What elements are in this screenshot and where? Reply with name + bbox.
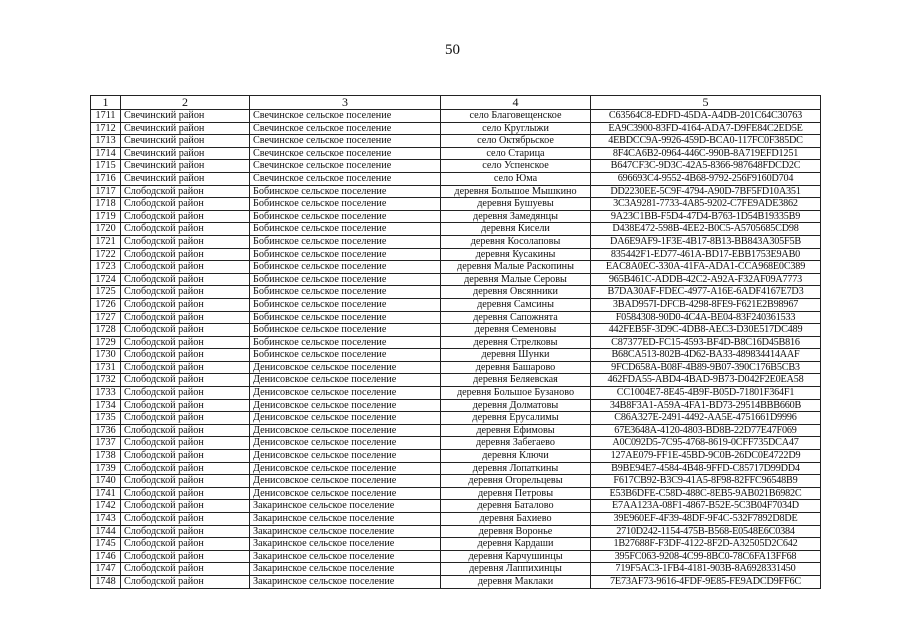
village-cell: деревня Ключи	[441, 450, 591, 463]
district-cell: Слободской район	[121, 298, 250, 311]
village-cell: деревня Овсянники	[441, 286, 591, 299]
table-row	[91, 198, 821, 211]
table-row	[91, 387, 821, 400]
settlement-cell: Закаринское сельское поселение	[250, 550, 441, 563]
table-row	[91, 412, 821, 425]
guid-cell: 965B461C-ADDB-42C2-A92A-F32AF09A7773	[591, 273, 821, 286]
row-number-cell: 1724	[91, 273, 121, 286]
table-row	[91, 399, 821, 412]
row-number-cell: 1729	[91, 336, 121, 349]
district-cell: Слободской район	[121, 500, 250, 513]
row-number-cell: 1716	[91, 172, 121, 185]
table-body	[91, 110, 821, 589]
table-row	[91, 273, 821, 286]
village-cell: деревня Сапожнята	[441, 311, 591, 324]
table-row	[91, 525, 821, 538]
column-header-4: 4	[441, 96, 591, 110]
row-number-cell: 1745	[91, 538, 121, 551]
table-row	[91, 122, 821, 135]
settlement-cell: Бобинское сельское поселение	[250, 261, 441, 274]
guid-cell: C86A327E-2491-4492-AA5E-4751661D9996	[591, 412, 821, 425]
table-row	[91, 286, 821, 299]
village-cell: деревня Малые Раскопины	[441, 261, 591, 274]
row-number-cell: 1743	[91, 513, 121, 526]
row-number-cell: 1738	[91, 450, 121, 463]
guid-cell: CC1004E7-8E45-4B9F-B05D-71801F364F1	[591, 387, 821, 400]
settlement-cell: Бобинское сельское поселение	[250, 273, 441, 286]
settlement-cell: Бобинское сельское поселение	[250, 349, 441, 362]
settlement-cell: Денисовское сельское поселение	[250, 475, 441, 488]
settlement-cell: Свечинское сельское поселение	[250, 122, 441, 135]
row-number-cell: 1711	[91, 110, 121, 123]
column-header-1: 1	[91, 96, 121, 110]
district-cell: Свечинский район	[121, 172, 250, 185]
district-cell: Слободской район	[121, 550, 250, 563]
settlement-cell: Денисовское сельское поселение	[250, 361, 441, 374]
district-cell: Слободской район	[121, 198, 250, 211]
guid-cell: C87377ED-FC15-4593-BF4D-B8C16D45B816	[591, 336, 821, 349]
row-number-cell: 1740	[91, 475, 121, 488]
village-cell: деревня Беляевская	[441, 374, 591, 387]
guid-cell: DD2230EE-5C9F-4794-A90D-7BF5FD10A351	[591, 185, 821, 198]
row-number-cell: 1747	[91, 563, 121, 576]
district-cell: Свечинский район	[121, 122, 250, 135]
row-number-cell: 1725	[91, 286, 121, 299]
guid-cell: 719F5AC3-1FB4-4181-903B-8A6928331450	[591, 563, 821, 576]
district-cell: Слободской район	[121, 475, 250, 488]
guid-cell: C63564C8-EDFD-45DA-A4DB-201C64C30763	[591, 110, 821, 123]
table-row	[91, 336, 821, 349]
table-row	[91, 110, 821, 123]
table-row	[91, 437, 821, 450]
row-number-cell: 1748	[91, 575, 121, 588]
village-cell: деревня Карчушинцы	[441, 550, 591, 563]
row-number-cell: 1734	[91, 399, 121, 412]
guid-cell: EA9C3900-83FD-4164-ADA7-D9FE84C2ED5E	[591, 122, 821, 135]
row-number-cell: 1741	[91, 487, 121, 500]
guid-cell: 9A23C1BB-F5D4-47D4-B763-1D54B19335B9	[591, 210, 821, 223]
guid-cell: F0584308-90D0-4C4A-BE04-83F240361533	[591, 311, 821, 324]
guid-cell: 127AE079-FF1E-45BD-9C0B-26DC0E4722D9	[591, 450, 821, 463]
guid-cell: 9FCD658A-B08F-4B89-9B07-390C176B5CB3	[591, 361, 821, 374]
settlement-cell: Свечинское сельское поселение	[250, 135, 441, 148]
village-cell: деревня Косолаповы	[441, 235, 591, 248]
table-row	[91, 223, 821, 236]
village-cell: деревня Маклаки	[441, 575, 591, 588]
village-cell: деревня Кисели	[441, 223, 591, 236]
row-number-cell: 1731	[91, 361, 121, 374]
village-cell: деревня Ерусалимы	[441, 412, 591, 425]
table-row	[91, 575, 821, 588]
village-cell: село Благовещенское	[441, 110, 591, 123]
district-cell: Свечинский район	[121, 147, 250, 160]
table-row	[91, 475, 821, 488]
settlement-cell: Закаринское сельское поселение	[250, 575, 441, 588]
district-cell: Слободской район	[121, 387, 250, 400]
settlement-cell: Закаринское сельское поселение	[250, 538, 441, 551]
table-row	[91, 513, 821, 526]
guid-cell: 4EBDCC9A-9926-459D-BCA0-117FC0F385DC	[591, 135, 821, 148]
district-cell: Слободской район	[121, 513, 250, 526]
table-row	[91, 538, 821, 551]
settlement-cell: Денисовское сельское поселение	[250, 462, 441, 475]
village-cell: деревня Большое Бузаново	[441, 387, 591, 400]
guid-cell: F617CB92-B3C9-41A5-8F98-82FFC96548B9	[591, 475, 821, 488]
settlement-cell: Денисовское сельское поселение	[250, 412, 441, 425]
settlement-cell: Денисовское сельское поселение	[250, 399, 441, 412]
guid-cell: E7AA123A-08F1-4867-B52E-5C3B04F7034D	[591, 500, 821, 513]
table-row	[91, 563, 821, 576]
row-number-cell: 1721	[91, 235, 121, 248]
district-cell: Слободской район	[121, 450, 250, 463]
village-cell: деревня Бушуевы	[441, 198, 591, 211]
page-number: 50	[445, 42, 460, 58]
guid-cell: 462FDA55-ABD4-4BAD-9B73-D042F2E0EA58	[591, 374, 821, 387]
village-cell: деревня Кардаши	[441, 538, 591, 551]
settlement-cell: Денисовское сельское поселение	[250, 437, 441, 450]
village-cell: деревня Ефимовы	[441, 424, 591, 437]
table-row	[91, 135, 821, 148]
district-cell: Слободской район	[121, 487, 250, 500]
district-cell: Слободской район	[121, 399, 250, 412]
table-row	[91, 324, 821, 337]
row-number-cell: 1720	[91, 223, 121, 236]
district-cell: Слободской район	[121, 563, 250, 576]
district-cell: Слободской район	[121, 374, 250, 387]
village-cell: деревня Малые Серовы	[441, 273, 591, 286]
row-number-cell: 1712	[91, 122, 121, 135]
row-number-cell: 1736	[91, 424, 121, 437]
table-row	[91, 500, 821, 513]
village-cell: деревня Стрелковы	[441, 336, 591, 349]
district-cell: Слободской район	[121, 248, 250, 261]
settlement-cell: Свечинское сельское поселение	[250, 160, 441, 173]
guid-cell: 442FEB5F-3D9C-4DB8-AEC3-D30E517DC489	[591, 324, 821, 337]
village-cell: село Круглыжи	[441, 122, 591, 135]
district-cell: Слободской район	[121, 311, 250, 324]
guid-cell: 395FC063-9208-4C99-8BC0-78C6FA13FF68	[591, 550, 821, 563]
row-number-cell: 1714	[91, 147, 121, 160]
district-cell: Слободской район	[121, 210, 250, 223]
settlement-cell: Бобинское сельское поселение	[250, 198, 441, 211]
row-number-cell: 1719	[91, 210, 121, 223]
district-cell: Свечинский район	[121, 135, 250, 148]
guid-cell: 696693C4-9552-4B68-9792-256F9160D704	[591, 172, 821, 185]
village-cell: село Успенское	[441, 160, 591, 173]
district-cell: Слободской район	[121, 437, 250, 450]
row-number-cell: 1727	[91, 311, 121, 324]
guid-cell: DA6E9AF9-1F3E-4B17-8B13-BB843A305F5B	[591, 235, 821, 248]
table-row	[91, 550, 821, 563]
settlement-cell: Бобинское сельское поселение	[250, 286, 441, 299]
village-cell: село Старица	[441, 147, 591, 160]
district-cell: Слободской район	[121, 412, 250, 425]
row-number-cell: 1713	[91, 135, 121, 148]
settlement-cell: Денисовское сельское поселение	[250, 487, 441, 500]
settlement-cell: Денисовское сельское поселение	[250, 424, 441, 437]
settlement-cell: Бобинское сельское поселение	[250, 324, 441, 337]
village-cell: деревня Вороньe	[441, 525, 591, 538]
settlement-cell: Бобинское сельское поселение	[250, 336, 441, 349]
district-cell: Слободской район	[121, 349, 250, 362]
table-row	[91, 210, 821, 223]
table-row	[91, 311, 821, 324]
settlement-cell: Закаринское сельское поселение	[250, 525, 441, 538]
village-cell: деревня Самсины	[441, 298, 591, 311]
district-cell: Слободской район	[121, 525, 250, 538]
guid-cell: 34B8F3A1-A59A-4FA1-BD73-29514BBB660B	[591, 399, 821, 412]
guid-cell: B68CA513-802B-4D62-BA33-489834414AAF	[591, 349, 821, 362]
row-number-cell: 1732	[91, 374, 121, 387]
row-number-cell: 1737	[91, 437, 121, 450]
settlement-cell: Бобинское сельское поселение	[250, 223, 441, 236]
row-number-cell: 1723	[91, 261, 121, 274]
guid-cell: B9BE94E7-4584-4B48-9FFD-C85717D99DD4	[591, 462, 821, 475]
row-number-cell: 1718	[91, 198, 121, 211]
district-cell: Слободской район	[121, 575, 250, 588]
row-number-cell: 1730	[91, 349, 121, 362]
guid-cell: 39E960EF-4F39-48DF-9F4C-532F7892D8DE	[591, 513, 821, 526]
row-number-cell: 1744	[91, 525, 121, 538]
row-number-cell: 1742	[91, 500, 121, 513]
district-cell: Слободской район	[121, 361, 250, 374]
district-cell: Слободской район	[121, 462, 250, 475]
table-row	[91, 172, 821, 185]
district-cell: Свечинский район	[121, 160, 250, 173]
settlement-cell: Денисовское сельское поселение	[250, 387, 441, 400]
village-cell: деревня Большое Мышкино	[441, 185, 591, 198]
table-row	[91, 147, 821, 160]
district-cell: Слободской район	[121, 223, 250, 236]
header-row	[91, 96, 821, 110]
guid-cell: D438E472-598B-4EE2-B0C5-A5705685CD98	[591, 223, 821, 236]
village-cell: деревня Петровы	[441, 487, 591, 500]
guid-cell: 3BAD957I-DFCB-4298-8FE9-F621E2B98967	[591, 298, 821, 311]
village-cell: деревня Шунки	[441, 349, 591, 362]
table-row	[91, 235, 821, 248]
row-number-cell: 1722	[91, 248, 121, 261]
guid-cell: B7DA30AF-FDEC-4977-A16E-6ADF4167E7D3	[591, 286, 821, 299]
guid-cell: E53B6DFE-C58D-488C-8EB5-9AB021B6982C	[591, 487, 821, 500]
table-header	[91, 96, 821, 110]
guid-cell: 8F4CA6B2-0964-446C-990B-8A719EFD1251	[591, 147, 821, 160]
guid-cell: A0C092D5-7C95-4768-8619-0CFF735DCA47	[591, 437, 821, 450]
settlement-cell: Закаринское сельское поселение	[250, 500, 441, 513]
table-row	[91, 361, 821, 374]
district-cell: Слободской район	[121, 185, 250, 198]
guid-cell: 1B27688F-F3DF-4122-8F2D-A32505D2C642	[591, 538, 821, 551]
village-cell: деревня Лопаткины	[441, 462, 591, 475]
row-number-cell: 1715	[91, 160, 121, 173]
settlement-cell: Свечинское сельское поселение	[250, 172, 441, 185]
table-row	[91, 248, 821, 261]
guid-cell: 835442F1-ED77-461A-BD17-EBB1753E9AB0	[591, 248, 821, 261]
settlement-cell: Закаринское сельское поселение	[250, 563, 441, 576]
village-cell: деревня Баталово	[441, 500, 591, 513]
table-row	[91, 349, 821, 362]
table-row	[91, 462, 821, 475]
table-row	[91, 450, 821, 463]
district-cell: Свечинский район	[121, 110, 250, 123]
village-cell: село Октябрьское	[441, 135, 591, 148]
settlement-cell: Бобинское сельское поселение	[250, 311, 441, 324]
village-cell: деревня Лаппихинцы	[441, 563, 591, 576]
table-row	[91, 160, 821, 173]
row-number-cell: 1735	[91, 412, 121, 425]
district-cell: Слободской район	[121, 324, 250, 337]
registry-table	[90, 95, 821, 589]
village-cell: деревня Башарово	[441, 361, 591, 374]
settlement-cell: Денисовское сельское поселение	[250, 450, 441, 463]
village-cell: деревня Огорельцевы	[441, 475, 591, 488]
table-row	[91, 374, 821, 387]
settlement-cell: Денисовское сельское поселение	[250, 374, 441, 387]
village-cell: деревня Кусакины	[441, 248, 591, 261]
district-cell: Слободской район	[121, 273, 250, 286]
district-cell: Слободской район	[121, 286, 250, 299]
guid-cell: EAC8A0EC-330A-41FA-ADA1-CCA968E0C389	[591, 261, 821, 274]
village-cell: деревня Забегаево	[441, 437, 591, 450]
row-number-cell: 1728	[91, 324, 121, 337]
guid-cell: 3C3A9281-7733-4A85-9202-C7FE9ADE3862	[591, 198, 821, 211]
table-row	[91, 298, 821, 311]
district-cell: Слободской район	[121, 235, 250, 248]
settlement-cell: Бобинское сельское поселение	[250, 248, 441, 261]
table-row	[91, 487, 821, 500]
table-row	[91, 261, 821, 274]
guid-cell: 7E73AF73-9616-4FDF-9E85-FE9ADCD9FF6C	[591, 575, 821, 588]
settlement-cell: Бобинское сельское поселение	[250, 185, 441, 198]
settlement-cell: Закаринское сельское поселение	[250, 513, 441, 526]
settlement-cell: Свечинское сельское поселение	[250, 147, 441, 160]
row-number-cell: 1726	[91, 298, 121, 311]
village-cell: деревня Бахиево	[441, 513, 591, 526]
village-cell: село Юма	[441, 172, 591, 185]
district-cell: Слободской район	[121, 336, 250, 349]
district-cell: Слободской район	[121, 538, 250, 551]
village-cell: деревня Долматовы	[441, 399, 591, 412]
table-row	[91, 185, 821, 198]
settlement-cell: Свечинское сельское поселение	[250, 110, 441, 123]
table-row	[91, 424, 821, 437]
row-number-cell: 1733	[91, 387, 121, 400]
guid-cell: B647CF3C-9D3C-42A5-8366-987648FDCD2C	[591, 160, 821, 173]
village-cell: деревня Семеновы	[441, 324, 591, 337]
settlement-cell: Бобинское сельское поселение	[250, 210, 441, 223]
column-header-3: 3	[250, 96, 441, 110]
row-number-cell: 1746	[91, 550, 121, 563]
guid-cell: 2710D242-1154-475B-B568-E0548E6C0384	[591, 525, 821, 538]
settlement-cell: Бобинское сельское поселение	[250, 235, 441, 248]
district-cell: Слободской район	[121, 424, 250, 437]
district-cell: Слободской район	[121, 261, 250, 274]
column-header-2: 2	[121, 96, 250, 110]
village-cell: деревня Замедянцы	[441, 210, 591, 223]
row-number-cell: 1717	[91, 185, 121, 198]
guid-cell: 67E3648A-4120-4803-BD8B-22D77E47F069	[591, 424, 821, 437]
settlement-cell: Бобинское сельское поселение	[250, 298, 441, 311]
column-header-5: 5	[591, 96, 821, 110]
row-number-cell: 1739	[91, 462, 121, 475]
